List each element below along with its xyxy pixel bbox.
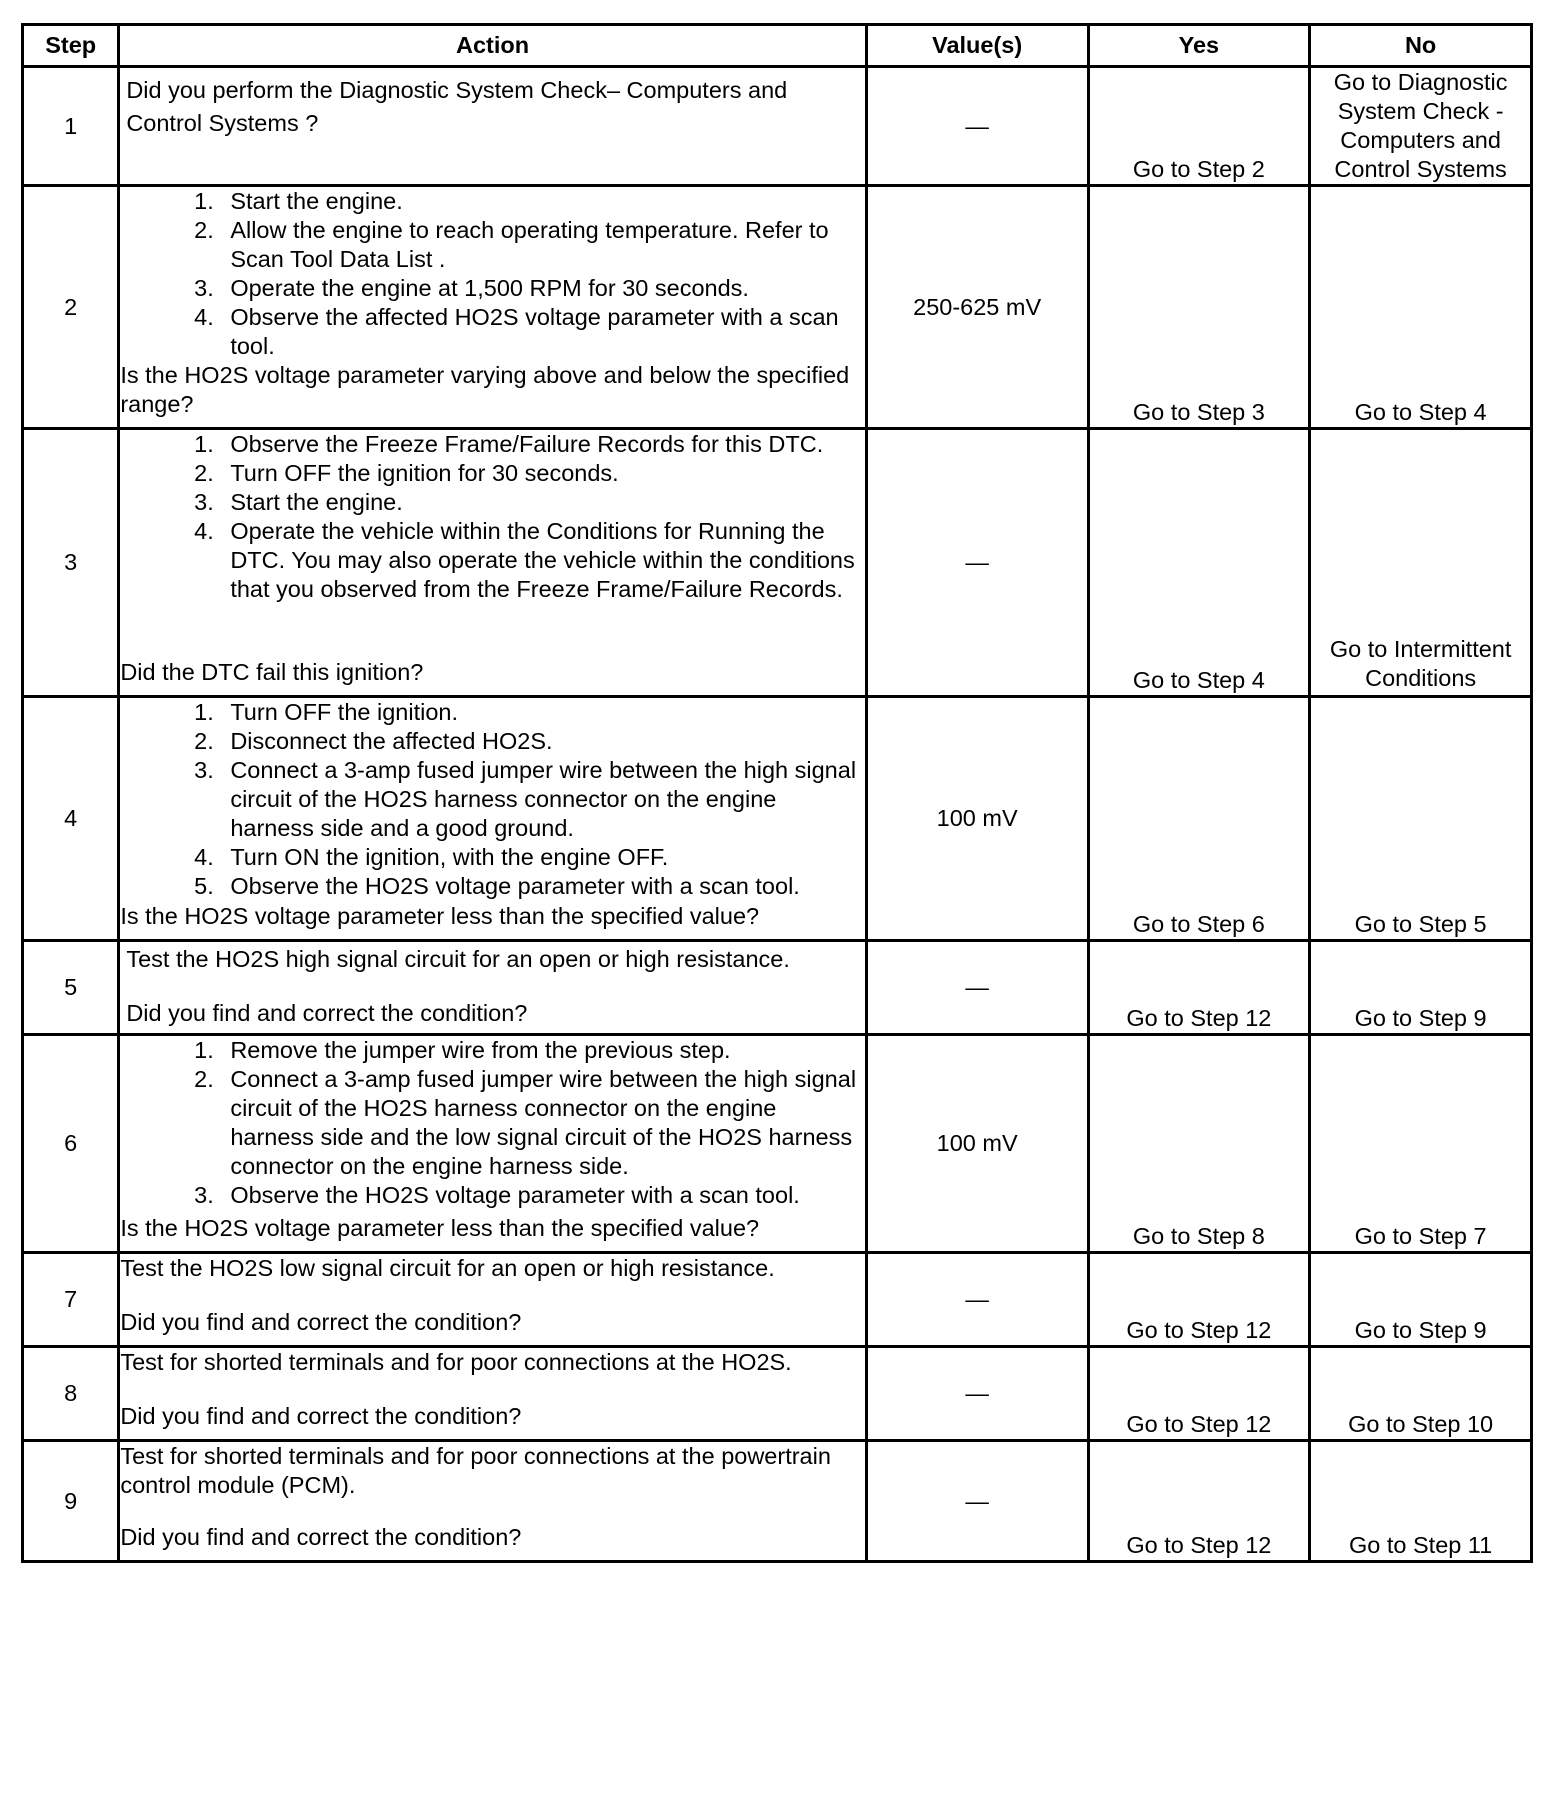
- action-question: Did you find and correct the condition?: [120, 1309, 522, 1335]
- action-cell: [119, 1253, 866, 1347]
- action-content: [120, 1348, 864, 1431]
- step-number: 4: [23, 697, 119, 941]
- action-top: [120, 1036, 864, 1210]
- action-step-item: 4. Observe the affected HO2S voltage parameter with a scan tool.: [220, 303, 864, 361]
- header-action: Action: [119, 25, 866, 67]
- header-values: Value(s): [866, 25, 1088, 67]
- no-cell: Go to Diagnostic System Check - Computers and Control Systems: [1310, 67, 1532, 186]
- action-step-item: 2. Allow the engine to reach operating temperature. Refer to Scan Tool Data List .: [220, 216, 864, 274]
- value-cell: —: [866, 941, 1088, 1035]
- table-row: [23, 429, 1532, 697]
- action-cell: [119, 1441, 866, 1562]
- yes-cell: Go to Step 2: [1088, 67, 1310, 186]
- yes-cell: Go to Step 4: [1088, 429, 1310, 697]
- action-top: [120, 1348, 864, 1377]
- action-cell: [119, 1035, 866, 1253]
- action-content: [126, 74, 858, 174]
- no-cell: Go to Step 7: [1310, 1035, 1532, 1253]
- table-row: [23, 1441, 1532, 1562]
- no-cell: Go to Step 4: [1310, 186, 1532, 429]
- action-question: Did you find and correct the condition?: [126, 1000, 528, 1026]
- action-question: Did you find and correct the condition?: [120, 1524, 522, 1550]
- action-step-item: 1. Remove the jumper wire from the previous step.: [220, 1036, 864, 1065]
- yes-cell: Go to Step 12: [1088, 1347, 1310, 1441]
- value-cell: —: [866, 1441, 1088, 1562]
- action-content: [126, 945, 858, 1028]
- action-top: [126, 74, 858, 140]
- yes-cell: Go to Step 12: [1088, 941, 1310, 1035]
- action-cell: [119, 941, 866, 1035]
- value-cell: 250-625 mV: [866, 186, 1088, 429]
- action-step-item: 1. Observe the Freeze Frame/Failure Records for this DTC.: [220, 430, 864, 459]
- action-step-item: 3. Observe the HO2S voltage parameter with a scan tool.: [220, 1181, 864, 1210]
- step-number: 2: [23, 186, 119, 429]
- step-number: 5: [23, 941, 119, 1035]
- action-steps-list: [120, 430, 864, 604]
- diagnostic-table: [21, 23, 1533, 1563]
- value-cell: 100 mV: [866, 1035, 1088, 1253]
- yes-cell: Go to Step 3: [1088, 186, 1310, 429]
- action-step-item: 1. Turn OFF the ignition.: [220, 698, 864, 727]
- action-top: [120, 1254, 864, 1283]
- action-question: Is the HO2S voltage parameter less than the specified value?: [120, 1215, 760, 1241]
- table-row: [23, 1035, 1532, 1253]
- no-cell: Go to Step 9: [1310, 941, 1532, 1035]
- action-intro: Test for shorted terminals and for poor connections at the powertrain control module (PCM).: [120, 1443, 831, 1498]
- action-top: [120, 698, 864, 901]
- header-step: Step: [23, 25, 119, 67]
- action-content: [120, 430, 864, 687]
- action-step-item: 4. Turn ON the ignition, with the engine OFF.: [220, 843, 864, 872]
- no-cell: Go to Step 10: [1310, 1347, 1532, 1441]
- action-top: [126, 945, 858, 974]
- step-number: 8: [23, 1347, 119, 1441]
- yes-cell: Go to Step 12: [1088, 1253, 1310, 1347]
- table-row: [23, 1253, 1532, 1347]
- action-content: [120, 187, 864, 419]
- action-question: Is the HO2S voltage parameter varying above and below the specified range?: [120, 362, 850, 417]
- value-cell: —: [866, 1347, 1088, 1441]
- action-step-item: 3. Operate the engine at 1,500 RPM for 30 seconds.: [220, 274, 864, 303]
- value-cell: —: [866, 429, 1088, 697]
- action-step-item: 5. Observe the HO2S voltage parameter with a scan tool.: [220, 872, 864, 901]
- no-cell: Go to Step 5: [1310, 697, 1532, 941]
- header-no: No: [1310, 25, 1532, 67]
- step-number: 6: [23, 1035, 119, 1253]
- table-row: [23, 186, 1532, 429]
- action-step-item: 3. Start the engine.: [220, 488, 864, 517]
- action-intro: Test for shorted terminals and for poor connections at the HO2S.: [120, 1349, 792, 1375]
- header-row: [23, 25, 1532, 67]
- table-row: [23, 1347, 1532, 1441]
- step-number: 3: [23, 429, 119, 697]
- action-question: Did the DTC fail this ignition?: [120, 659, 424, 685]
- value-cell: —: [866, 1253, 1088, 1347]
- action-steps-list: [120, 1036, 864, 1210]
- action-step-item: 2. Connect a 3-amp fused jumper wire between the high signal circuit of the HO2S harness connector on the engine harness side and the low signal circuit of the HO2S harness connector on the engine harness side.: [220, 1065, 864, 1181]
- action-step-item: 3. Connect a 3-amp fused jumper wire between the high signal circuit of the HO2S harness connector on the engine harness side and a good ground.: [220, 756, 864, 843]
- step-number: 7: [23, 1253, 119, 1347]
- value-cell: 100 mV: [866, 697, 1088, 941]
- no-cell: Go to Intermittent Conditions: [1310, 429, 1532, 697]
- action-cell: [119, 697, 866, 941]
- action-content: [120, 1254, 864, 1337]
- action-intro: Test the HO2S low signal circuit for an open or high resistance.: [120, 1255, 775, 1281]
- action-question: Is the HO2S voltage parameter less than the specified value?: [120, 903, 760, 929]
- yes-cell: Go to Step 6: [1088, 697, 1310, 941]
- table-row: [23, 941, 1532, 1035]
- action-content: [120, 1442, 864, 1552]
- table-row: [23, 697, 1532, 941]
- action-content: [120, 698, 864, 931]
- action-step-item: 2. Turn OFF the ignition for 30 seconds.: [220, 459, 864, 488]
- action-intro: Did you perform the Diagnostic System Check– Computers and Control Systems ?: [126, 77, 788, 136]
- action-steps-list: [120, 187, 864, 361]
- action-cell: [119, 429, 866, 697]
- action-cell: [119, 1347, 866, 1441]
- step-number: 9: [23, 1441, 119, 1562]
- table-row: [23, 67, 1532, 186]
- action-step-item: 4. Operate the vehicle within the Conditions for Running the DTC. You may also operate the vehicle within the conditions that you observed from the Freeze Frame/Failure Records.: [220, 517, 864, 604]
- action-intro: Test the HO2S high signal circuit for an open or high resistance.: [126, 946, 790, 972]
- no-cell: Go to Step 11: [1310, 1441, 1532, 1562]
- diagnostic-table-container: [21, 23, 1533, 1563]
- value-cell: —: [866, 67, 1088, 186]
- yes-cell: Go to Step 12: [1088, 1441, 1310, 1562]
- action-question: Did you find and correct the condition?: [120, 1403, 522, 1429]
- action-cell: [119, 67, 866, 186]
- yes-cell: Go to Step 8: [1088, 1035, 1310, 1253]
- action-step-item: 1. Start the engine.: [220, 187, 864, 216]
- action-content: [120, 1036, 864, 1243]
- table-body: [23, 67, 1532, 1562]
- action-top: [120, 187, 864, 361]
- action-top: [120, 1442, 864, 1500]
- action-step-item: 2. Disconnect the affected HO2S.: [220, 727, 864, 756]
- action-cell: [119, 186, 866, 429]
- action-steps-list: [120, 698, 864, 901]
- header-yes: Yes: [1088, 25, 1310, 67]
- step-number: 1: [23, 67, 119, 186]
- action-top: [120, 430, 864, 604]
- no-cell: Go to Step 9: [1310, 1253, 1532, 1347]
